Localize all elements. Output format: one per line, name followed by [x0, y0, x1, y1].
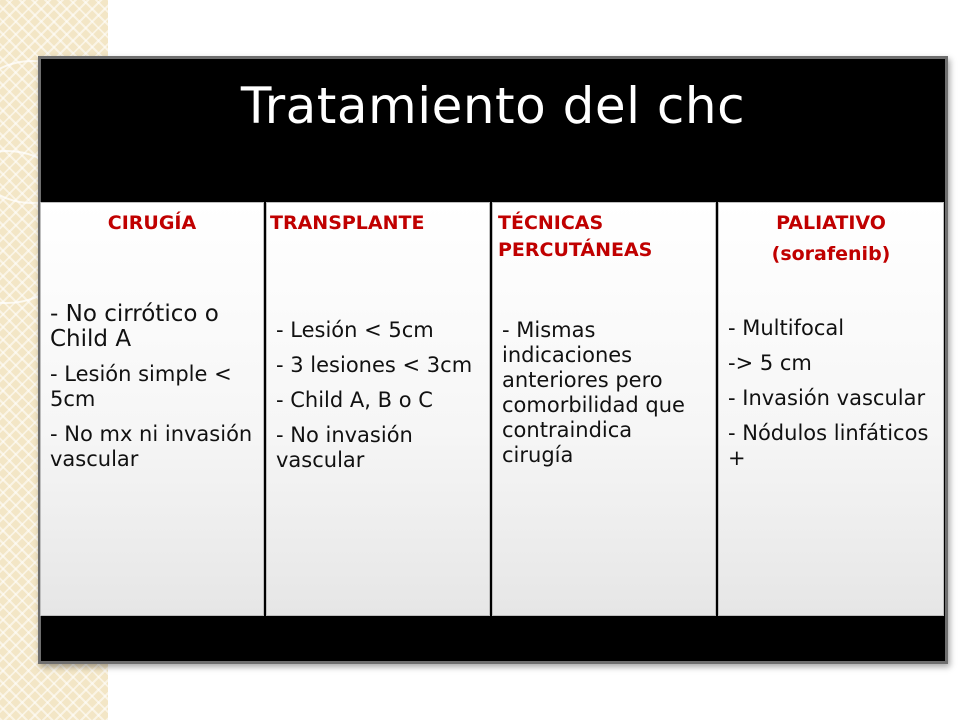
column-tecnicas-percutaneas — [492, 202, 716, 616]
list-item: - Multifocal — [728, 316, 845, 340]
list-item: - 3 lesiones < 3cm — [276, 353, 473, 377]
column-heading-line: PALIATIVO — [776, 212, 886, 234]
column-body — [502, 318, 710, 478]
list-item: - Lesión simple < 5cm — [50, 362, 232, 411]
column-body — [276, 318, 484, 483]
column-paliativo — [718, 202, 944, 616]
column-cirugia — [40, 202, 264, 616]
list-item: - Invasión vascular — [728, 386, 926, 410]
list-item: -> 5 cm — [728, 351, 812, 375]
column-body — [728, 316, 938, 481]
column-body — [50, 302, 258, 482]
list-item: - Lesión < 5cm — [276, 318, 434, 342]
column-heading: CIRUGÍA — [107, 212, 197, 234]
list-item: - No mx ni invasión vascular — [50, 422, 253, 471]
slide-title: Tratamiento del chc — [240, 77, 746, 135]
list-item: - No invasión vascular — [276, 423, 413, 472]
column-heading-line: (sorafenib) — [771, 243, 891, 265]
title-bar — [40, 58, 946, 154]
column-heading — [718, 210, 944, 268]
column-heading: TRANSPLANTE — [270, 212, 425, 234]
column-transplante — [266, 202, 490, 616]
list-item: - Child A, B o C — [276, 388, 433, 412]
list-item: - Mismas indicaciones anteriores pero comorbilidad que contraindica cirugía — [502, 318, 685, 467]
list-item: - No cirrótico o Child A — [50, 301, 219, 352]
list-item: - Nódulos linfáticos + — [728, 421, 929, 470]
column-heading: TÉCNICAS PERCUTÁNEAS — [498, 212, 653, 261]
